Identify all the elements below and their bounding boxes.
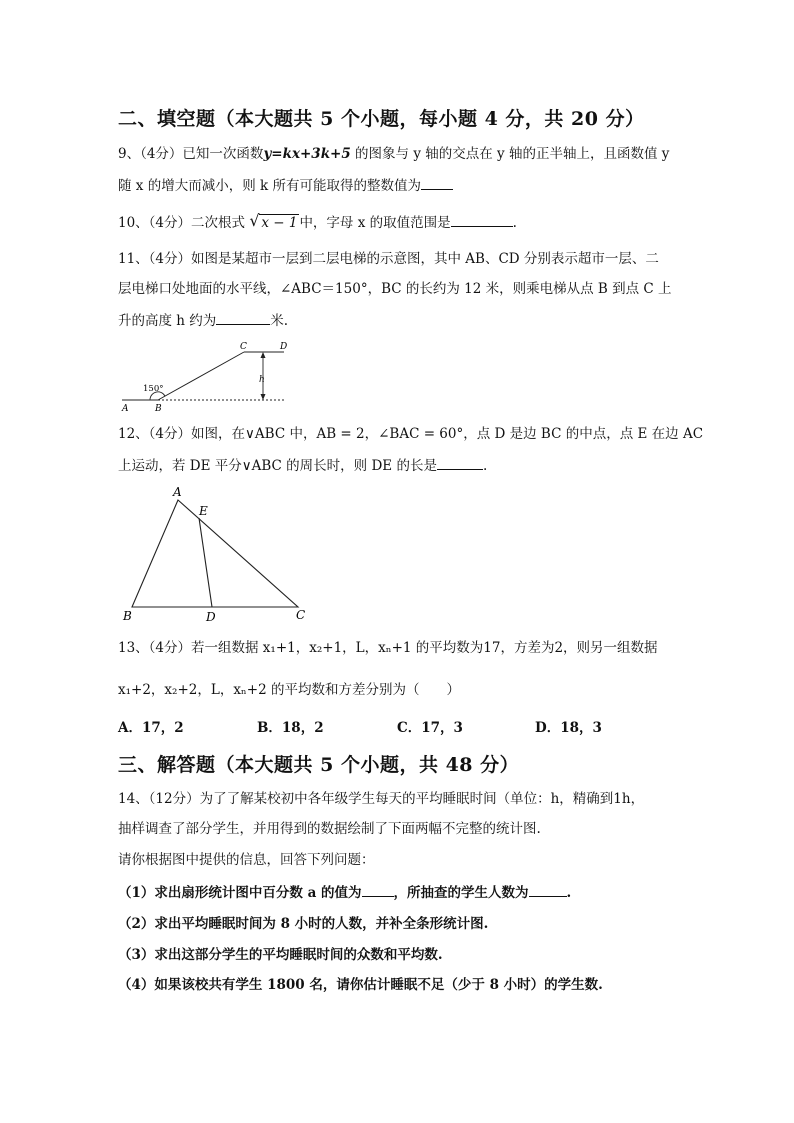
fig12-label-b: B <box>123 609 132 623</box>
q9-line-2 <box>118 175 453 196</box>
q12-line-2 <box>118 455 487 476</box>
triangle-figure <box>115 482 315 627</box>
q14-sub-3: （3）求出这部分学生的平均睡眠时间的众数和平均数. <box>118 947 443 963</box>
fig11-label-a: A <box>122 404 129 414</box>
q12-answer-blank[interactable] <box>437 455 483 470</box>
q11-line-3 <box>118 310 288 331</box>
radical-sign-icon: √ <box>249 211 260 230</box>
q14-line-2: 抽样调查了部分学生，并用得到的数据绘制了下面两幅不完整的统计图. <box>118 821 541 837</box>
q11-line-3-a: 升的高度 h 约为 <box>118 313 217 329</box>
q10-answer-blank[interactable] <box>451 212 513 227</box>
q11-line-1: 11、（4分）如图是某超市一层到二层电梯的示意图，其中 AB、CD 分别表示超市一层、二 <box>118 251 659 267</box>
q9-line-2-text: 随 x 的增大而减小，则 k 所有可能取得的整数值为 <box>118 178 421 194</box>
q10-radicand: x − 1 <box>261 215 298 231</box>
q9-function: y=kx+3k+5 <box>263 146 351 162</box>
fig12-label-a: A <box>173 485 182 499</box>
q14-sub-1-c: . <box>566 885 572 901</box>
fig12-label-d: D <box>206 610 216 624</box>
fig11-label-c: C <box>240 342 247 352</box>
q12-line-1: 12、（4分）如图，在∨ABC 中，AB = 2，∠BAC = 60°，点 D 是边 BC 的中点，点 E 在边 AC <box>118 426 704 442</box>
q13-option-b[interactable]: B．18，2 <box>257 720 324 736</box>
q14-sub-1 <box>118 882 571 903</box>
q14-student-count-blank[interactable] <box>529 882 567 897</box>
section-3-title: 三、解答题（本大题共 5 个小题，共 48 分） <box>118 754 520 776</box>
q10-radical <box>249 213 299 233</box>
triangle-abc <box>132 500 298 607</box>
height-arrow-down-icon <box>261 394 266 400</box>
q11-answer-blank[interactable] <box>216 310 270 325</box>
q11-line-3-b: 米. <box>270 313 289 329</box>
fig11-label-b: B <box>155 404 162 414</box>
q9-line-1 <box>118 144 669 164</box>
q14-sub-4: （4）如果该校共有学生 1800 名，请你估计睡眠不足（少于 8 小时）的学生数. <box>118 977 603 993</box>
q10-suffix: 中，字母 x 的取值范围是 <box>299 215 451 231</box>
q9-answer-blank[interactable] <box>421 175 453 190</box>
q14-line-1: 14、（12分）为了了解某校初中各年级学生每天的平均睡眠时间（单位：h，精确到1h， <box>118 791 645 807</box>
q13-line-2: x₁+2，x₂+2，L，xₙ+2 的平均数和方差分别为（ ） <box>118 682 460 698</box>
q9-line-1-a: 9、（4分）已知一次函数 <box>118 146 264 162</box>
q14-sub-2: （2）求出平均睡眠时间为 8 小时的人数，并补全条形统计图. <box>118 916 489 932</box>
q12-line-2-b: . <box>482 458 488 474</box>
fig12-label-e: E <box>199 504 208 518</box>
escalator-figure <box>110 336 300 416</box>
section-2-title: 二、填空题（本大题共 5 个小题，每小题 4 分，共 20 分） <box>118 108 645 130</box>
q14-line-3: 请你根据图中提供的信息，回答下列问题： <box>118 852 375 868</box>
fig11-label-h: h <box>259 375 265 385</box>
height-arrow-up-icon <box>261 352 266 358</box>
q13-line-1: 13、（4分）若一组数据 x₁+1，x₂+1，L，xₙ+1 的平均数为17，方差为2，则另一组数据 <box>118 640 658 656</box>
q10-prefix: 10、（4分）二次根式 <box>118 215 246 231</box>
fig11-label-d: D <box>280 342 288 352</box>
q11-line-2: 层电梯口处地面的水平线，∠ABC＝150°，BC 的长约为 12 米，则乘电梯从点 B 到点 C 上 <box>118 281 672 297</box>
q13-option-c[interactable]: C．17，3 <box>397 720 463 736</box>
q13-option-a[interactable]: A．17，2 <box>118 720 184 736</box>
line-bc <box>158 352 244 400</box>
q13-option-d[interactable]: D．18，3 <box>535 720 602 736</box>
q14-sub-1-a: （1）求出扇形统计图中百分数 a 的值为 <box>118 885 362 901</box>
q9-line-1-b: 的图象与 y 轴的交点在 y 轴的正半轴上，且函数值 y <box>350 146 670 162</box>
q14-a-value-blank[interactable] <box>362 882 394 897</box>
q10-end: . <box>512 215 517 231</box>
q10-line <box>118 212 517 233</box>
q14-sub-1-b: ，所抽查的学生人数为 <box>393 885 529 901</box>
segment-de <box>199 518 212 607</box>
fig12-label-c: C <box>296 608 306 622</box>
fig11-label-angle: 150° <box>143 384 164 394</box>
q12-line-2-a: 上运动，若 DE 平分∨ABC 的周长时，则 DE 的长是 <box>118 458 437 474</box>
